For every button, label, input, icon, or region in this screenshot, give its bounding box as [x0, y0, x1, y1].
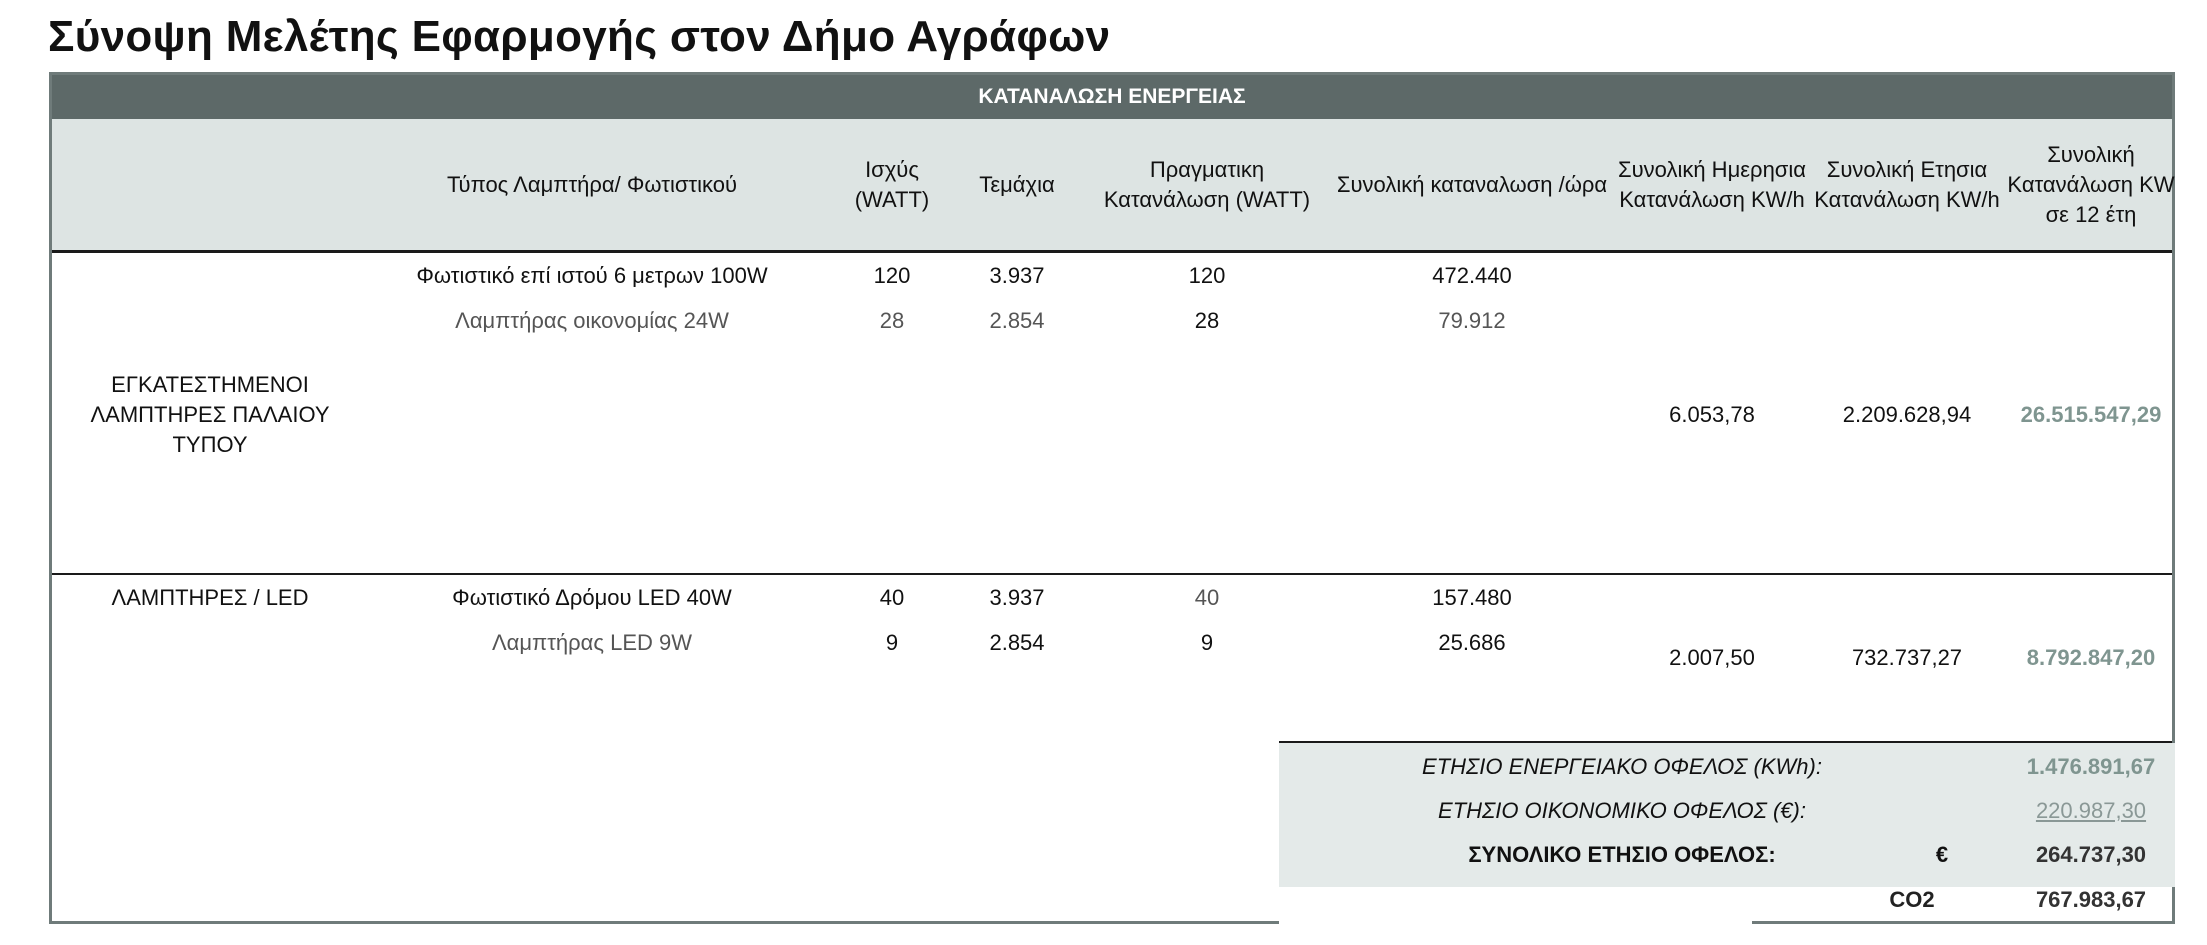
header-actual: Πραγματικη Κατανάλωση (WATT) [1103, 157, 1311, 212]
header-total-hour: Συνολική καταναλωση /ώρα [1336, 172, 1608, 197]
row-actual: 9 [1200, 630, 1214, 655]
row-actual: 28 [1194, 308, 1220, 333]
energy-benefit-value: 1.476.891,67 [2026, 754, 2156, 779]
table-banner: ΚΑΤΑΝΑΛΩΣΗ ΕΝΕΡΓΕΙΑΣ [52, 75, 2172, 119]
row-total-hour: 25.686 [1438, 630, 1506, 655]
energy-table [49, 72, 2175, 924]
energy-benefit-label: ΕΤΗΣΙΟ ΕΝΕΡΓΕΙΑΚΟ ΟΦΕΛΟΣ (KWh): [1422, 754, 1822, 779]
header-power: Ισχύς (WATT) [854, 157, 930, 212]
row-power: 9 [885, 630, 899, 655]
row-total-hour: 157.480 [1432, 585, 1512, 610]
row-pieces: 2.854 [989, 630, 1045, 655]
row-power: 120 [873, 263, 911, 288]
group-annual: 2.209.628,94 [1842, 402, 1972, 427]
header-pieces: Τεμάχια [979, 172, 1055, 197]
row-total-hour: 472.440 [1432, 263, 1512, 288]
row-power: 28 [879, 308, 905, 333]
economic-benefit-label: ΕΤΗΣΙΟ ΟΙΚΟΝΟΜΙΚΟ ΟΦΕΛΟΣ (€): [1438, 798, 1806, 823]
row-type: Φωτιστικό Δρόμου LED 40W [452, 585, 732, 610]
row-pieces: 2.854 [989, 308, 1045, 333]
group-divider [52, 573, 2172, 575]
group-twelve: 26.515.547,29 [2020, 402, 2162, 427]
row-pieces: 3.937 [989, 585, 1045, 610]
group-daily: 2.007,50 [1669, 645, 1755, 670]
header-daily: Συνολική Ημερησια Κατανάλωση KW/h [1618, 157, 1806, 212]
summary-blank [1279, 887, 1752, 924]
co2-value: 767.983,67 [2035, 887, 2147, 912]
header-twelve: Συνολική Κατανάλωση KW σε 12 έτη [2007, 142, 2175, 227]
co2-label: CO2 [1889, 887, 1935, 912]
total-benefit-unit: € [1935, 842, 1949, 867]
group-label-old: ΕΓΚΑΤΕΣΤΗΜΕΝΟΙ ΛΑΜΠΤΗΡΕΣ ΠΑΛΑΙΟΥ ΤΥΠΟΥ [90, 372, 330, 457]
header-annual: Συνολική Ετησια Κατανάλωση KW/h [1814, 157, 2000, 212]
row-type: Λαμπτήρας LED 9W [491, 630, 693, 655]
header-divider [52, 250, 2172, 253]
total-benefit-label: ΣΥΝΟΛΙΚΟ ΕΤΗΣΙΟ ΟΦΕΛΟΣ: [1468, 842, 1776, 867]
group-label-led: ΛΑΜΠΤΗΡΕΣ / LED [111, 585, 309, 610]
row-actual: 120 [1188, 263, 1226, 288]
row-actual: 40 [1194, 585, 1220, 610]
row-total-hour: 79.912 [1438, 308, 1506, 333]
header-type: Τύπος Λαμπτήρα/ Φωτιστικού [447, 172, 737, 197]
group-annual: 732.737,27 [1851, 645, 1963, 670]
page-title: Σύνοψη Μελέτης Εφαρμογής στον Δήμο Αγράφων [48, 12, 1111, 61]
row-pieces: 3.937 [989, 263, 1045, 288]
economic-benefit-value[interactable]: 220.987,30 [2035, 798, 2147, 823]
total-benefit-value: 264.737,30 [2035, 842, 2147, 867]
group-daily: 6.053,78 [1669, 402, 1755, 427]
row-type: Λαμπτήρας οικονομίας 24W [455, 308, 729, 333]
row-type: Φωτιστικό επί ιστού 6 μετρων 100W [416, 263, 768, 288]
row-power: 40 [879, 585, 905, 610]
group-twelve: 8.792.847,20 [2026, 645, 2156, 670]
